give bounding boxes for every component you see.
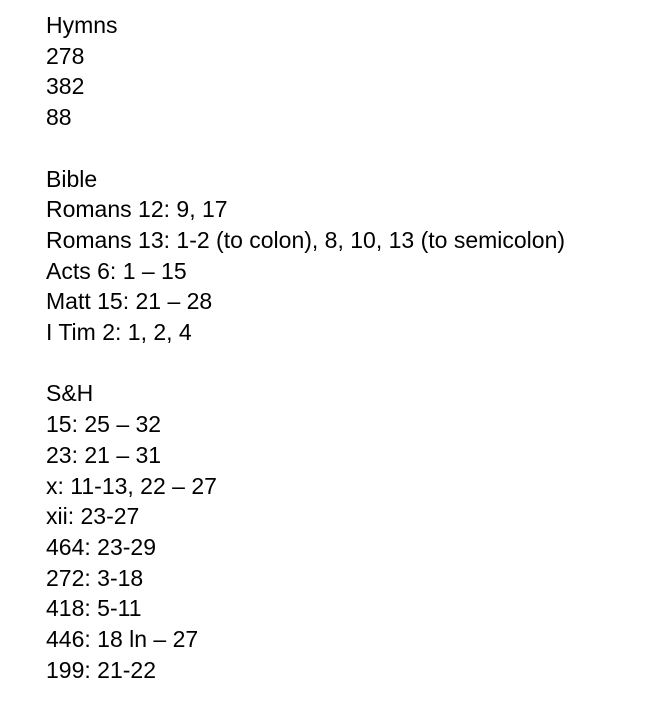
- bible-citation: I Tim 2: 1, 2, 4: [46, 319, 192, 346]
- bible-citation: Matt 15: 21 – 28: [46, 288, 213, 315]
- sh-citation: xii: 23-27: [46, 503, 140, 530]
- document-body: [46, 10, 656, 685]
- sh-heading: S&H: [46, 380, 94, 407]
- sh-citation: x: 11-13, 22 – 27: [46, 472, 217, 499]
- hymns-heading: Hymns: [46, 12, 118, 38]
- bible-citation: Romans 12: 9, 17: [46, 196, 228, 223]
- bible-section: [46, 164, 656, 348]
- sh-citation: 464: 23-29: [46, 533, 156, 560]
- hymn-item: 278: [46, 42, 85, 69]
- bible-heading: Bible: [46, 165, 98, 192]
- sh-citation: 446: 18 ln – 27: [46, 626, 199, 653]
- hymn-item: 88: [46, 104, 72, 131]
- bible-citation: Romans 13: 1-2 (to colon), 8, 10, 13 (to semicolon): [46, 226, 566, 253]
- sh-citation: 15: 25 – 32: [46, 411, 162, 438]
- sh-section: [46, 378, 656, 685]
- hymns-section: [46, 10, 656, 133]
- hymn-item: 382: [46, 73, 85, 100]
- sh-citation: 23: 21 – 31: [46, 441, 162, 468]
- sh-citation: 418: 5-11: [46, 595, 142, 622]
- sh-citation: 199: 21-22: [46, 656, 156, 683]
- bible-citation: Acts 6: 1 – 15: [46, 257, 187, 284]
- sh-citation: 272: 3-18: [46, 564, 144, 591]
